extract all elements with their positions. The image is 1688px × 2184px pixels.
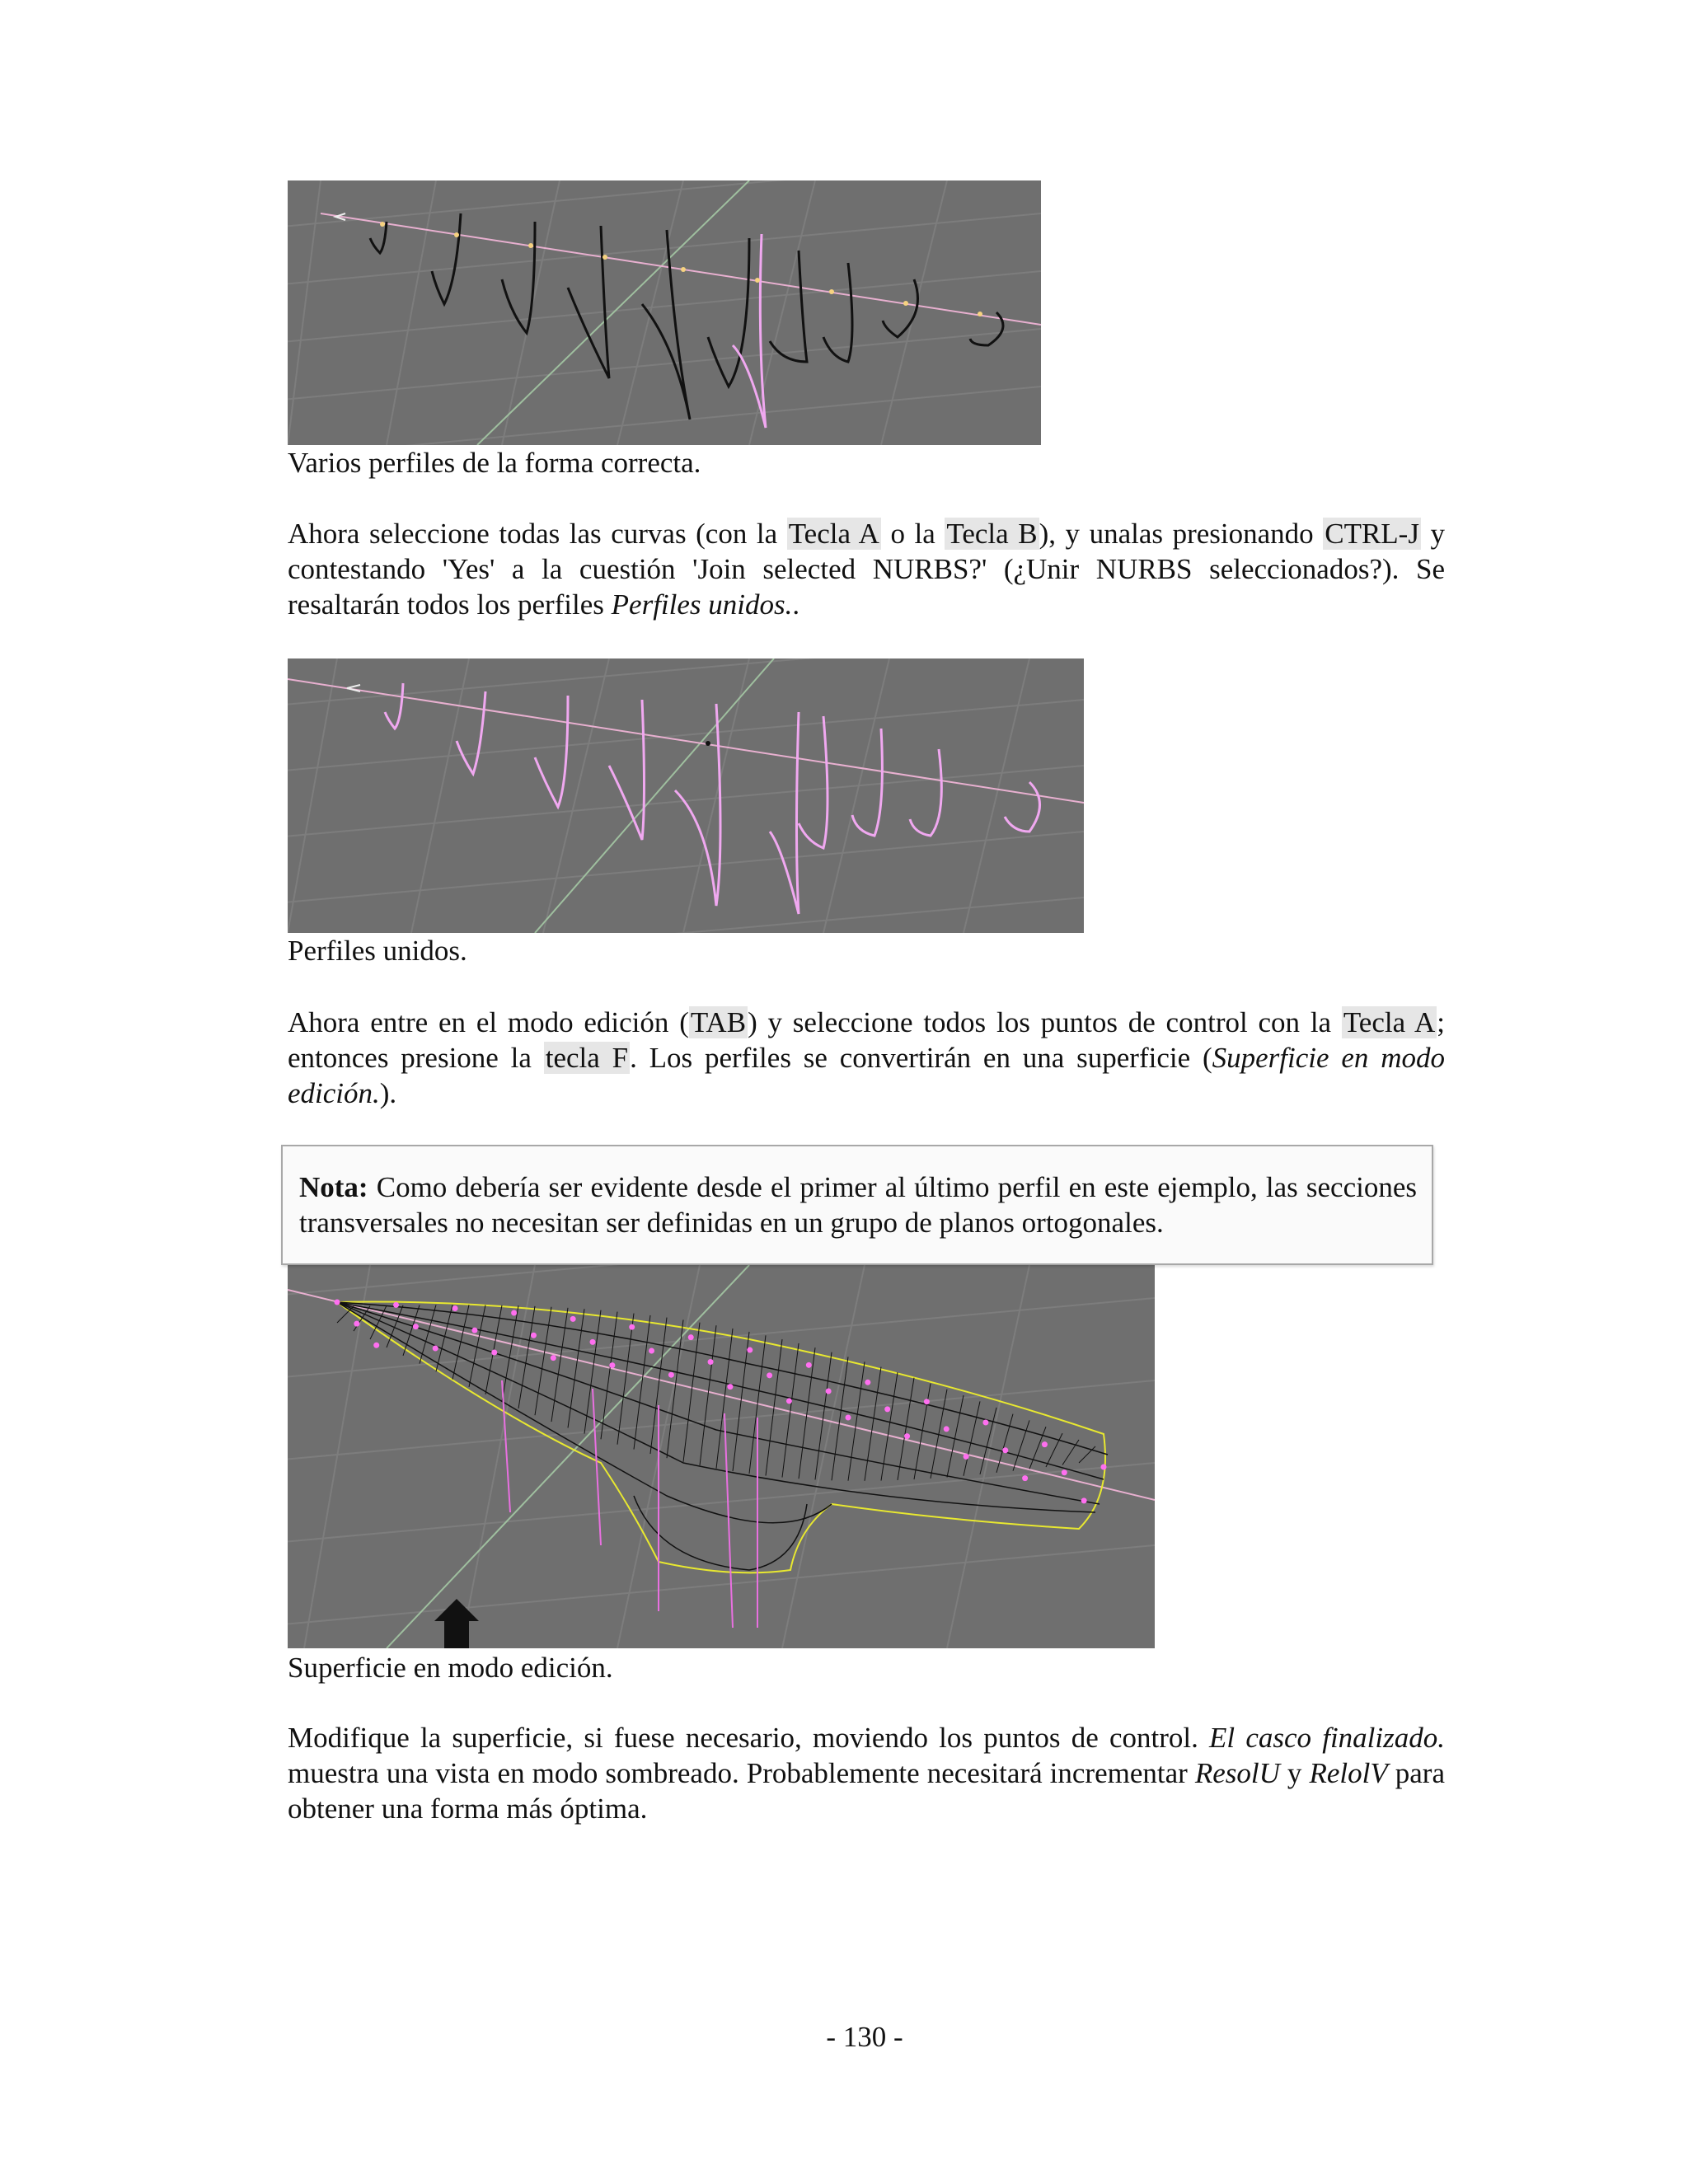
paragraph-make-surface bbox=[288, 1005, 1445, 1111]
note-label: Nota: bbox=[299, 1171, 368, 1203]
text-run: ; entonces presione la bbox=[288, 1006, 1446, 1074]
figure-2-caption: Perfiles unidos. bbox=[288, 935, 467, 967]
text-run: y bbox=[1279, 1757, 1310, 1789]
text-run: . bbox=[792, 588, 800, 621]
key-highlight: CTRL-J bbox=[1325, 518, 1419, 550]
figure-3-caption: Superficie en modo edición. bbox=[288, 1652, 613, 1684]
text-run: Modifique la superficie, si fuese necesario, moviendo los puntos de control. bbox=[288, 1722, 1210, 1754]
figure-1-image bbox=[288, 180, 1041, 445]
key-highlight: Tecla A bbox=[788, 518, 879, 550]
key-highlight: Tecla A bbox=[1343, 1006, 1436, 1038]
key-highlight: tecla F bbox=[545, 1042, 629, 1074]
figure-3-viewport bbox=[288, 1265, 1155, 1648]
text-run: y contestando 'Yes' a la cuestión 'Join selected NURBS?' (¿Unir NURBS seleccionados?). Se resaltarán todos los perfiles bbox=[288, 518, 1446, 621]
note-text bbox=[299, 1169, 1417, 1240]
text-run: . Los perfiles se convertirán en una superficie ( bbox=[630, 1042, 1212, 1074]
figure-reference: Superficie en modo edición. bbox=[288, 1042, 1445, 1109]
parameter-name: RelolV bbox=[1309, 1757, 1388, 1789]
figure-2-image bbox=[288, 658, 1084, 933]
text-run: ), y unalas presionando bbox=[1039, 518, 1324, 550]
figure-3-image bbox=[288, 1265, 1155, 1648]
parameter-name: ResolU bbox=[1194, 1757, 1280, 1789]
text-run: muestra una vista en modo sombreado. Probablemente necesitará incrementar bbox=[288, 1757, 1195, 1789]
note-box bbox=[281, 1145, 1433, 1265]
text-run: ) y seleccione todos los puntos de control con la bbox=[748, 1006, 1342, 1038]
key-highlight: TAB bbox=[690, 1006, 747, 1038]
paragraph-modify-surface bbox=[288, 1720, 1445, 1826]
key-highlight: Tecla B bbox=[946, 518, 1038, 550]
note-body: Como debería ser evidente desde el primer al último perfil en este ejemplo, las secciones transversales no necesitan ser definidas en un grupo de planos ortogonales. bbox=[299, 1171, 1417, 1239]
figure-reference: El casco finalizado. bbox=[1209, 1722, 1445, 1754]
figure-1-viewport bbox=[288, 180, 1041, 445]
text-run: o la bbox=[880, 518, 945, 550]
page-number: - 130 - bbox=[826, 2021, 903, 2053]
paragraph-join-curves bbox=[288, 516, 1445, 622]
text-run: Ahora entre en el modo edición ( bbox=[288, 1006, 689, 1038]
text-run: ). bbox=[379, 1077, 397, 1109]
figure-1-caption: Varios perfiles de la forma correcta. bbox=[288, 447, 701, 479]
text-run: para obtener una forma más óptima. bbox=[288, 1757, 1446, 1825]
text-run: Ahora seleccione todas las curvas (con la bbox=[288, 518, 787, 550]
figure-reference: Perfiles unidos. bbox=[611, 588, 793, 621]
figure-2-viewport bbox=[288, 658, 1084, 933]
